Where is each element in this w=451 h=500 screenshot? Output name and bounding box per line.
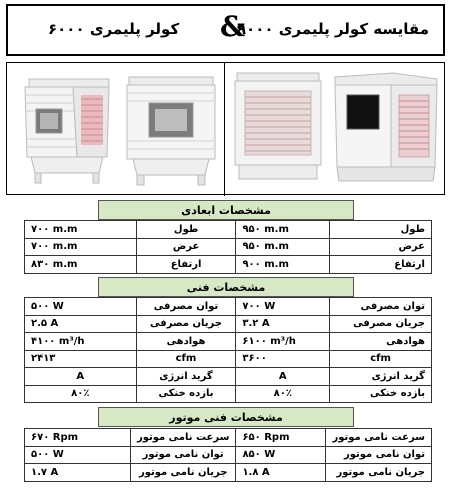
cooler-9000-value: ۳.۲ A	[236, 315, 330, 333]
cooler-9000-value: ۹۵۰ m.m	[236, 221, 330, 239]
spec-label: جریان نامی موتور	[130, 464, 236, 482]
spec-label: هوادهی	[330, 333, 432, 351]
cooler-6000-value: ۸۳۰ m.m	[25, 256, 137, 274]
spec-label: عرض	[136, 238, 236, 256]
spec-label: cfm	[136, 350, 236, 368]
cooler-9000-side-image	[233, 71, 323, 183]
spec-label: توان مصرفی	[330, 298, 432, 316]
spec-label: بازده خنکی	[136, 385, 236, 403]
cooler-9000-value: A	[236, 368, 330, 386]
table-row	[25, 446, 432, 464]
technical-specs-table	[24, 297, 432, 403]
spec-label: هوادهی	[136, 333, 236, 351]
cooler-6000-value: A	[25, 368, 137, 386]
cooler-6000-value: ۶۷۰ Rpm	[25, 429, 131, 447]
spec-label: توان مصرفی	[136, 298, 236, 316]
cooler-6000-value: ۲.۵ A	[25, 315, 137, 333]
spec-label: طول	[136, 221, 236, 239]
cooler-6000-value: ۷۰۰ m.m	[25, 238, 137, 256]
spec-label: ارتفاع	[136, 256, 236, 274]
section-header-dimensions: مشخصات ابعادی	[98, 200, 354, 220]
cooler-6000-front-image	[125, 75, 217, 187]
cooler-9000-value: ۳۶۰۰	[236, 350, 330, 368]
cooler-9000-value: ۹۰۰ m.m	[236, 256, 330, 274]
dimensions-table	[24, 220, 432, 274]
table-row	[25, 315, 432, 333]
cooler-9000-value: ۹۵۰ m.m	[236, 238, 330, 256]
spec-label: سرعت نامی موتور	[326, 429, 432, 447]
spec-label: ارتفاع	[330, 256, 432, 274]
section-header-motor: مشخصات فنی موتور	[98, 407, 354, 427]
cooler-9000-value: ۸۵۰ W	[236, 446, 326, 464]
spec-label: بازده خنکی	[330, 385, 432, 403]
spec-label: طول	[330, 221, 432, 239]
cooler-9000-value: ۶۱۰۰ m³/h	[236, 333, 330, 351]
title-cooler-6000: کولر پلیمری ۶۰۰۰	[48, 20, 180, 38]
table-row	[25, 429, 432, 447]
spec-label: cfm	[330, 350, 432, 368]
cooler-6000-value: ۵۰۰ W	[25, 298, 137, 316]
spec-label: عرض	[330, 238, 432, 256]
photo-divider	[224, 63, 225, 196]
cooler-9000-value: ۶۵۰ Rpm	[236, 429, 326, 447]
spec-label: جریان نامی موتور	[326, 464, 432, 482]
cooler-9000-value: ۱.۸ A	[236, 464, 326, 482]
cooler-6000-angled-image	[21, 77, 113, 187]
title-cooler-9000: مقایسه کولر پلیمری ۹۰۰۰	[236, 20, 429, 38]
table-row	[25, 464, 432, 482]
spec-label: جریان مصرفی	[330, 315, 432, 333]
cooler-6000-value: ۴۱۰۰ m³/h	[25, 333, 137, 351]
product-photos	[6, 62, 445, 195]
spec-label: توان نامی موتور	[326, 446, 432, 464]
comparison-title-box	[6, 4, 445, 56]
cooler-6000-value: ۱.۷ A	[25, 464, 131, 482]
cooler-6000-value: ۵۰۰ W	[25, 446, 131, 464]
table-row	[25, 256, 432, 274]
spec-label: گرید انرژی	[136, 368, 236, 386]
spec-label: سرعت نامی موتور	[130, 429, 236, 447]
spec-label: گرید انرژی	[330, 368, 432, 386]
cooler-9000-value: ۷۰۰ W	[236, 298, 330, 316]
cooler-6000-value: ۸۰٪	[25, 385, 137, 403]
table-row	[25, 221, 432, 239]
table-row	[25, 368, 432, 386]
cooler-9000-value: ۸۰٪	[236, 385, 330, 403]
table-row	[25, 350, 432, 368]
table-row	[25, 298, 432, 316]
cooler-6000-value: ۷۰۰ m.m	[25, 221, 137, 239]
section-header-technical: مشخصات فنی	[98, 277, 354, 297]
table-row	[25, 238, 432, 256]
spec-label: جریان مصرفی	[136, 315, 236, 333]
spec-label: توان نامی موتور	[130, 446, 236, 464]
title-ampersand: &	[220, 10, 246, 43]
cooler-9000-angled-image	[333, 71, 439, 187]
motor-specs-table	[24, 428, 432, 482]
table-row	[25, 333, 432, 351]
cooler-6000-value: ۲۴۱۳	[25, 350, 137, 368]
table-row	[25, 385, 432, 403]
